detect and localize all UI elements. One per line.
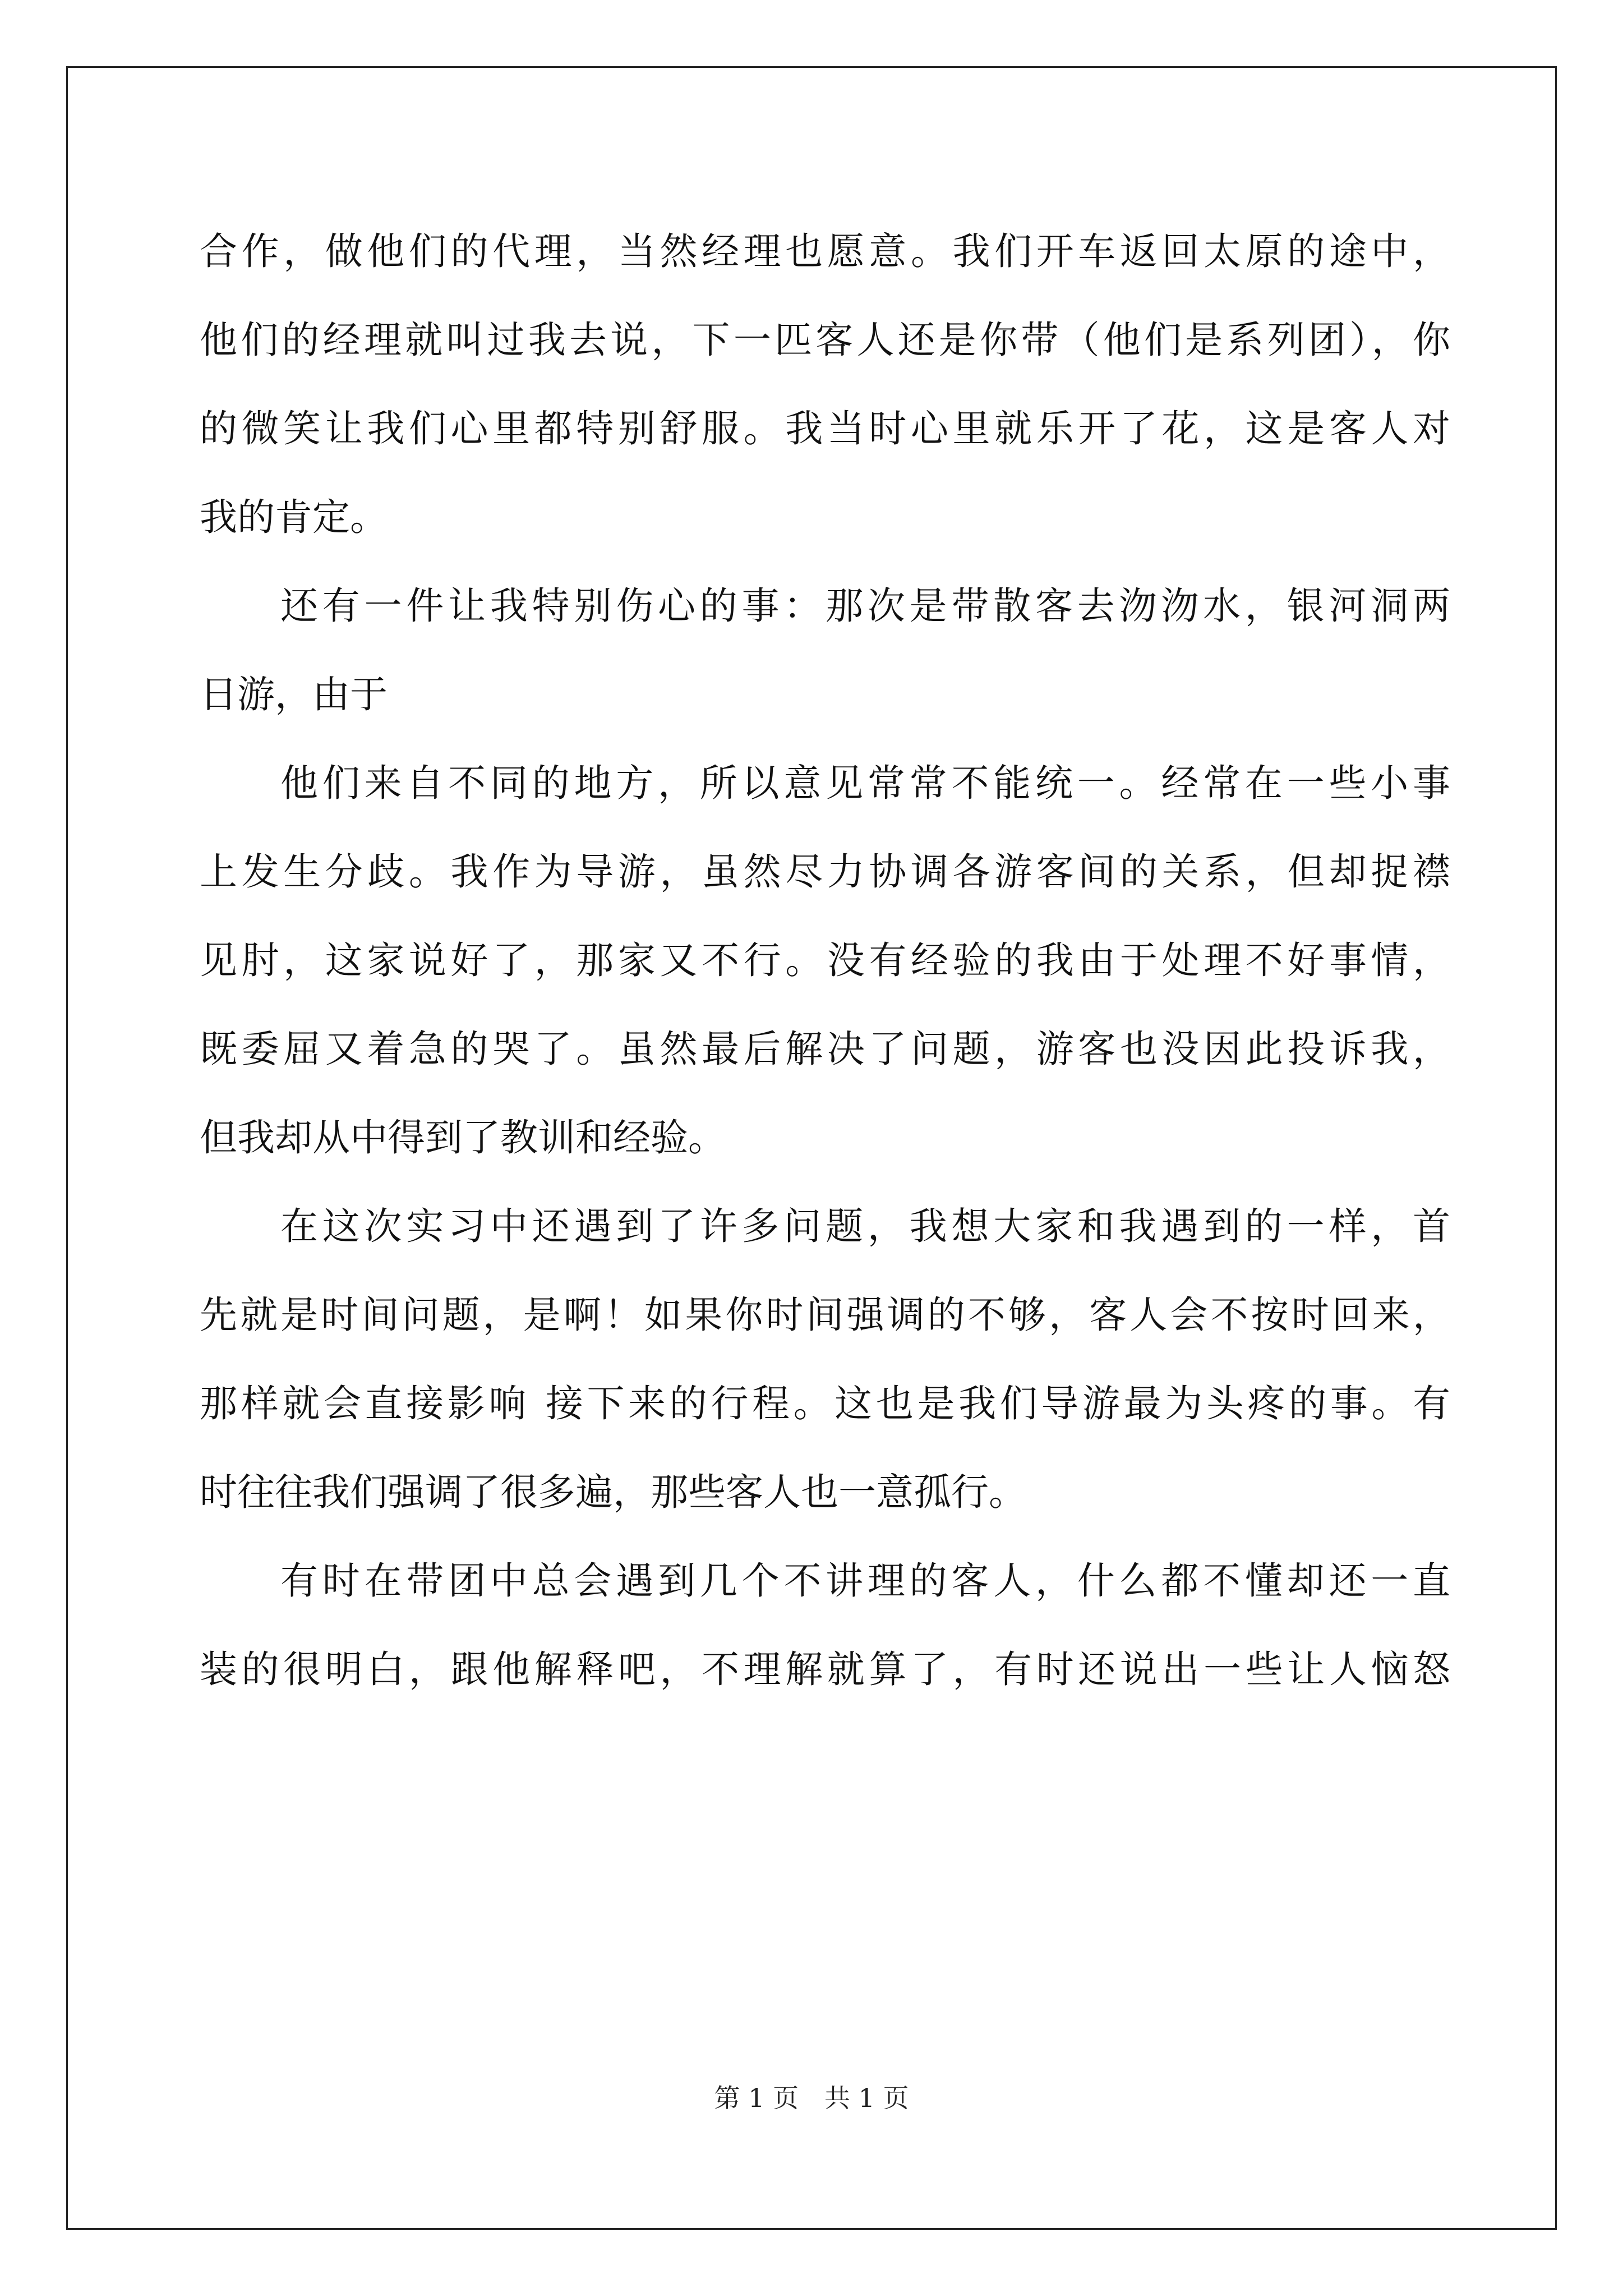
- text-line: 日游，由于: [200, 673, 388, 716]
- text-line: 的微笑让我们心里都特别舒服。我当时心里就乐开了花，这是客人对: [200, 407, 1450, 450]
- text-line: 上发生分歧。我作为导游，虽然尽力协调各游客间的关系，但却捉襟: [200, 850, 1450, 894]
- page-number-footer: 第 1 页 共 1 页: [714, 2083, 909, 2113]
- text-line: 他们的经理就叫过我去说，下一匹客人还是你带（他们是系列团），你: [200, 318, 1450, 362]
- text-line: 装的很明白，跟他解释吧，不理解就算了，有时还说出一些让人恼怒: [200, 1648, 1450, 1691]
- text-line: 时往往我们强调了很多遍，那些客人也一意孤行。: [200, 1470, 1026, 1514]
- text-line: 既委屈又着急的哭了。虽然最后解决了问题，游客也没因此投诉我，: [200, 1027, 1450, 1071]
- text-line: 我的肯定。: [200, 495, 388, 539]
- text-line: 先就是时间问题，是啊！如果你时间强调的不够，客人会不按时回来，: [200, 1293, 1450, 1337]
- text-line: 合作，做他们的代理，当然经理也愿意。我们开车返回太原的途中，: [200, 229, 1450, 273]
- text-line: 有时在带团中总会遇到几个不讲理的客人，什么都不懂却还一直: [280, 1559, 1450, 1603]
- text-line: 见肘，这家说好了，那家又不行。没有经验的我由于处理不好事情，: [200, 938, 1450, 982]
- text-line: 他们来自不同的地方，所以意见常常不能统一。经常在一些小事: [280, 761, 1450, 805]
- text-line: 还有一件让我特别伤心的事：那次是带散客去沕沕水，银河洞两: [280, 584, 1450, 628]
- text-line: 在这次实习中还遇到了许多问题，我想大家和我遇到的一样，首: [280, 1204, 1450, 1248]
- text-line: 但我却从中得到了教训和经验。: [200, 1116, 726, 1159]
- text-line: 那样就会直接影响 接下来的行程。这也是我们导游最为头疼的事。有: [200, 1382, 1450, 1425]
